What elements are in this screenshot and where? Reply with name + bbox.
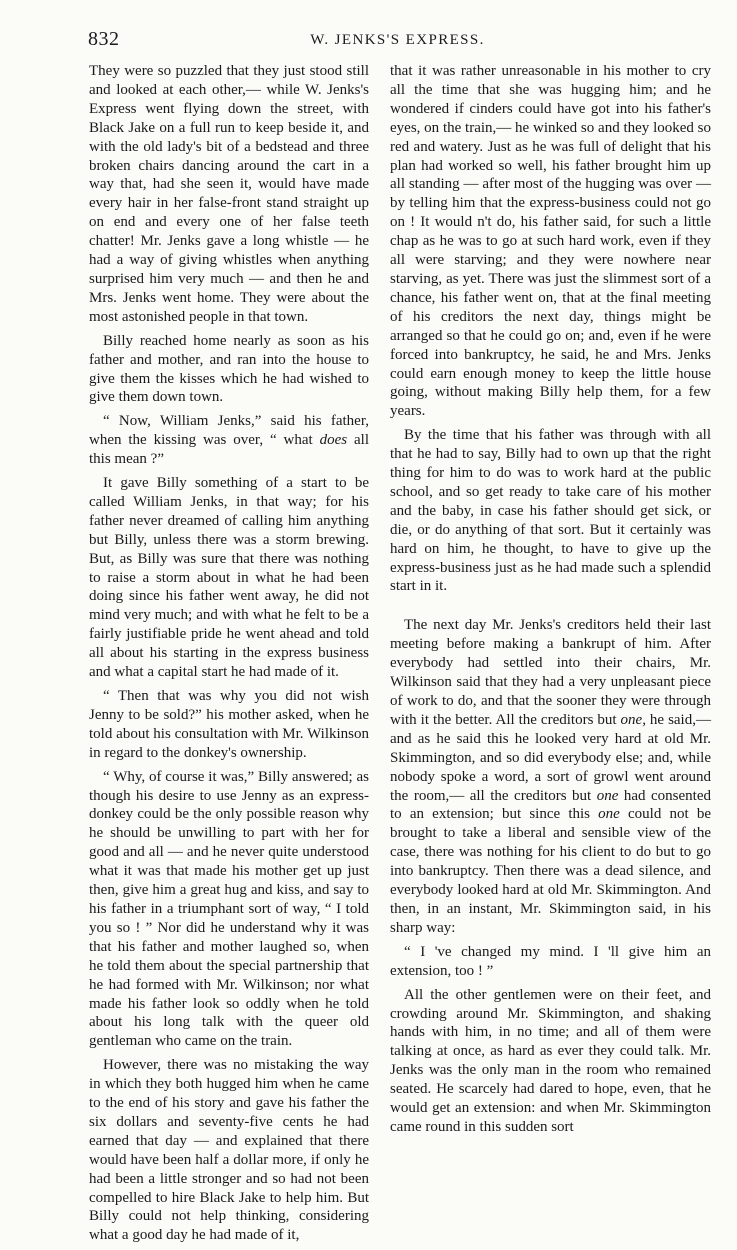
paragraph: They were so puzzled that they just stood still and looked at each other,— while W. Jenks's Express went flying down the street, with Black Jake on a full run to keep beside it, and with the old lady's bit of a bedstead and three broken chairs dancing around the cart in a way that, had she seen it, would have made every hair in her false-front stand straight up on end and every one of her false teeth chatter! Mr. Jenks gave a long whistle — he had a way of giving whistles when anything surprised him very much — and then he and Mrs. Jenks went home. They were about the most astonished people in that town. bbox=[89, 63, 369, 325]
paragraph: All the other gentlemen were on their feet, and crowding around Mr. Skimmington, and shaking hands with him, in no time; and all of them were talking at once, as hard as ever they could talk. Mr. Jenks was the only man in the room who remained seated. He scarcely had dared to hope, even, that he would get an extension: and when Mr. Skimmington came round in this sudden sort bbox=[390, 986, 711, 1135]
paragraph: “ Why, of course it was,” Billy answered; as though his desire to use Jenny as an express-donkey could be the only possible reason why he should be unwilling to part with her for good and all — and he never quite understood what it was that made his mother get up just then, give him a great hug and kiss, and say to his father in a triumphant sort of way, “ I told you so ! ” Nor did he understand why it was that his father and mother laughed so, when he told them about the special partnership that he had formed with Mr. Wilkinson; nor what made his father look so oddly when he told about his long talk with the queer old gentleman who came on the train. bbox=[89, 768, 369, 1050]
paragraph: “ I 've changed my mind. I 'll give him an extension, too ! ” bbox=[390, 943, 711, 979]
emphasis: one bbox=[598, 806, 620, 823]
running-title: W. JENKS'S EXPRESS. bbox=[310, 32, 485, 48]
paragraph: that it was rather unreasonable in his mother to cry all the time that she was hugging him; and he wondered if cinders could have got into his father's eyes, on the train,— he winked so and they looked so red and watery. Just as he was full of delight that his plan had worked so well, his father brought him up all standing — after most of the hugging was over — by telling him that the express-business could not go on ! It would n't do, his father said, for such a little chap as he was to go at such hard work, even if they all were starving; and they were nowhere near starving, as yet. There was just the slimmest sort of a chance, his father went on, that at the final meeting of his creditors the next day, things might be arranged so that he could go on; and, even if he were forced into bankruptcy, he said, he and Mrs. Jenks could earn enough money to keep the little house going, without making Billy help them, for a few years. bbox=[390, 63, 711, 420]
paragraph: Billy reached home nearly as soon as his father and mother, and ran into the house to give them the kisses which he had wished to give them down town. bbox=[89, 332, 369, 406]
paragraph: By the time that his father was through with all that he had to say, Billy had to own up that the right thing for him to do was to work hard at the public school, and so get ready to take care of his mother and the baby, in case his father should get sick, or die, or do anything of that sort. But it certainly was hard on him, he thought, to have to give up the express-business just as he had made such a splendid start in it. bbox=[390, 427, 711, 595]
paragraph: “ Then that was why you did not wish Jenny to be sold?” his mother asked, when he told about his consultation with Mr. Wilkinson in regard to the donkey's ownership. bbox=[89, 688, 369, 761]
emphasis: one bbox=[596, 787, 619, 804]
paragraph: The next day Mr. Jenks's creditors held their last meeting before making a bankrupt of him. After everybody had settled into their chairs, Mr. Wilkinson said that they had a very unpleasant piece of work to do, and that the sooner they were through with it the better. All the creditors but one, he said,— and as he said this he looked very hard at old Mr. Skimmington, and so did everybody else; and, while nobody spoke a word, a sort of growl went around the room,— all the creditors but one had consented to an extension; but since this one could not be brought to take a liberal and sensible view of the case, there was nothing for his client to do but to go into bankruptcy. Then there was a dead silence, and everybody looked hard at old Mr. Skimmington. And then, in an instant, Mr. Skimmington said, in his sharp way: bbox=[390, 617, 712, 936]
paragraph: “ Now, William Jenks,” said his father, when the kissing was over, “ what does all this mean ?” bbox=[89, 413, 369, 468]
right-column bbox=[390, 62, 711, 1142]
page-number: 832 bbox=[88, 28, 120, 50]
left-column bbox=[89, 62, 369, 1250]
emphasis: does bbox=[319, 432, 348, 449]
emphasis: one, bbox=[620, 711, 646, 728]
paragraph: However, there was no mistaking the way in which they both hugged him when he came to the end of his story and gave his father the six dollars and seventy-five cents he had earned that day — and explained that there would have been half a dollar more, if only he had been a little stronger and so had not been compelled to hire Black Jake to help him. But Billy could not help thinking, considering what a good day he had made of it, bbox=[89, 1057, 369, 1244]
page-header bbox=[88, 28, 707, 54]
paragraph: It gave Billy something of a start to be called William Jenks, in that way; for his father never dreamed of calling him anything but Billy, unless there was a storm brewing. But, as Billy was sure that there was nothing to raise a storm about in what he had been doing since his father went away, he did not mind very much; and with what he felt to be a fairly justifiable pride he went ahead and told all about his starting in the express business and what a capital start he had made of it. bbox=[89, 475, 369, 681]
